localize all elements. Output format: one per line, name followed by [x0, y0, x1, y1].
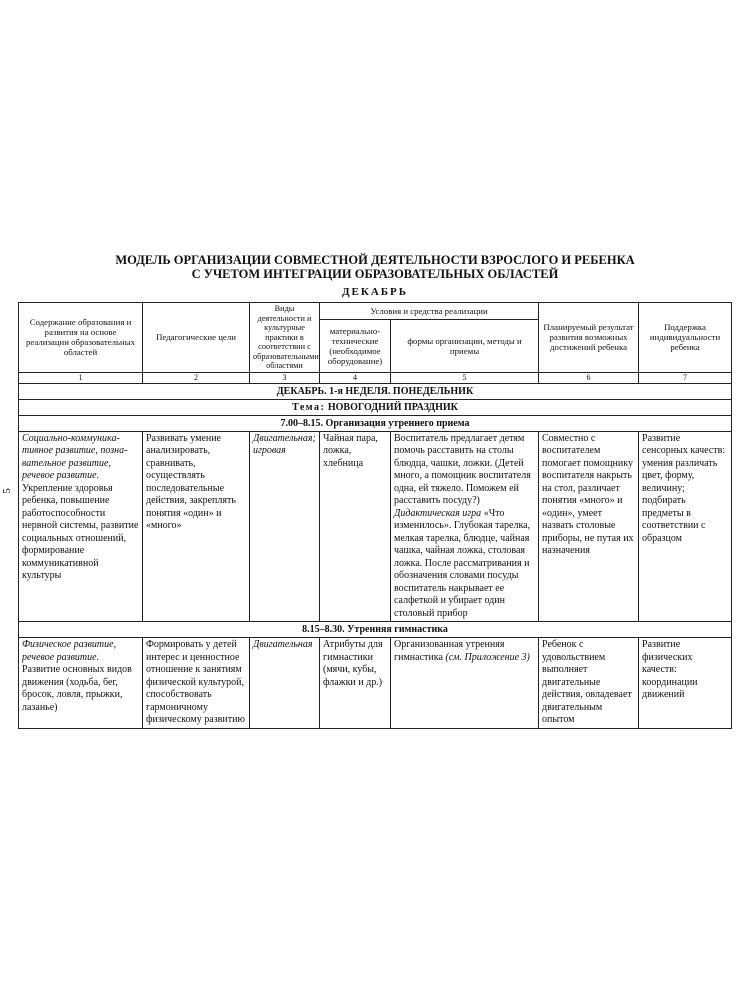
week-heading: ДЕКАБРЬ. 1-я НЕДЕЛЯ. ПОНЕДЕЛЬНИК — [19, 383, 732, 399]
tema-row — [19, 399, 732, 415]
support-cell: Развитие сенсорных качеств: умения различать цвет, форму, величину; подбирать предметы в соответствии с образцом — [639, 431, 732, 622]
title-line-2: С УЧЕТОМ ИНТЕГРАЦИИ ОБРАЗОВАТЕЛЬНЫХ ОБЛАСТЕЙ — [191, 267, 559, 281]
month-heading: ДЕКАБРЬ — [341, 286, 409, 298]
tema-value: НОВОГОДНИЙ ПРАЗДНИК — [327, 401, 458, 413]
col-number: 6 — [539, 372, 639, 383]
equipment-cell: Атрибуты для гимнастики (мячи, кубы, флажки и др.) — [320, 638, 391, 729]
week-row — [19, 383, 732, 399]
areas-text: Физическое развитие, речевое развитие. — [22, 639, 117, 663]
result-cell: Ребенок с удовольствием выполняет двигательные действия, овладевает двигательным опытом — [539, 638, 639, 729]
page-number: 5 — [0, 488, 13, 494]
activity-row — [19, 638, 732, 729]
equipment-cell: Чайная пара, ложка, хлебница — [320, 431, 391, 622]
column-number-row — [19, 372, 732, 383]
header-col-7: Поддержка индивидуальности ребенка — [639, 303, 732, 373]
methods-text: Организованная утренняя гимнастика — [394, 639, 505, 663]
activity-table — [18, 302, 732, 729]
content-cell — [19, 638, 143, 729]
result-cell: Совместно с воспитателем помогает помощнику воспитателя накрыть на стол, различает понятия «много» и «один», умеет назвать столовые приборы, не путая их назначения — [539, 431, 639, 622]
header-col-3: Виды деятельности и культурные практики в соответствии с образовательными областями — [250, 303, 320, 373]
methods-italic: Дидактическая игра — [394, 507, 482, 519]
time-row — [19, 622, 732, 638]
title-line-1: МОДЕЛЬ ОРГАНИЗАЦИИ СОВМЕСТНОЙ ДЕЯТЕЛЬНОСТИ ВЗРОСЛОГО И РЕБЕНКА — [115, 253, 635, 267]
header-col-5: формы организации, методы и приемы — [391, 319, 539, 372]
content-text: Развитие основных видов движения (ходьба, бег, бросок, ловля, прыжки, лазанье) — [22, 664, 132, 713]
time-heading: 8.15–8.30. Утренняя гимнастика — [19, 622, 732, 638]
areas-text: Социально-коммуника-тивное развитие, позна-вательное развитие, речевое развитие. — [22, 432, 128, 481]
col-number: 7 — [639, 372, 732, 383]
tema-heading — [19, 399, 732, 415]
activity-row — [19, 431, 732, 622]
col-number: 4 — [320, 372, 391, 383]
header-col-2: Педагогические цели — [143, 303, 250, 373]
col-number: 1 — [19, 372, 143, 383]
goals-cell: Развивать умение анализировать, сравнивать, осуществлять последовательные действия, закреплять понятия «один» и «много» — [143, 431, 250, 622]
time-row — [19, 415, 732, 431]
time-heading: 7.00–8.15. Организация утреннего приема — [19, 415, 732, 431]
goals-cell: Формировать у детей интерес и ценностное отношение к занятиям физической культурой, способствовать гармоничному физическому развитию — [143, 638, 250, 729]
col-number: 3 — [250, 372, 320, 383]
header-col-4: материально-технические (необходимое оборудование) — [320, 319, 391, 372]
content-cell — [19, 431, 143, 622]
content-text: Укрепление здоровья ребенка, повышение работоспособности нервной системы, развитие социальных отношений, формирование коммуникативной культуры — [22, 482, 139, 581]
col-number: 5 — [391, 372, 539, 383]
methods-text: Воспитатель предлагает детям помочь расставить на столы блюдца, чашки, ложки. (Детей много, а помощник воспитателя одна, ей тяжело. Поможем ей расставить посуду?) — [394, 432, 531, 506]
activity-types-cell: Двигательная — [250, 638, 320, 729]
header-group: Условия и средства реализации — [320, 303, 539, 320]
methods-text-2: «Что изменилось». Глубокая тарелка, мелкая тарелка, блюдце, чайная чашка, чайная ложка, столовая ложка. После рассматривания и обозначения словами посуды воспитатель накрывает ее салфеткой и убирает один столовый прибор — [394, 507, 531, 619]
col-number: 2 — [143, 372, 250, 383]
activity-types-cell: Двигательная; игровая — [250, 431, 320, 622]
methods-cell — [391, 638, 539, 729]
support-cell: Развитие физических качеств: координации движений — [639, 638, 732, 729]
header-row-1 — [19, 303, 732, 320]
document-title — [20, 253, 730, 281]
methods-italic: (см. Приложение 3) — [445, 651, 530, 663]
header-col-1: Содержание образования и развития на основе реализации образовательных областей — [19, 303, 143, 373]
header-col-6: Планируемый результат развития возможных достижений ребенка — [539, 303, 639, 373]
methods-cell — [391, 431, 539, 622]
tema-label: Тема: — [292, 401, 326, 413]
